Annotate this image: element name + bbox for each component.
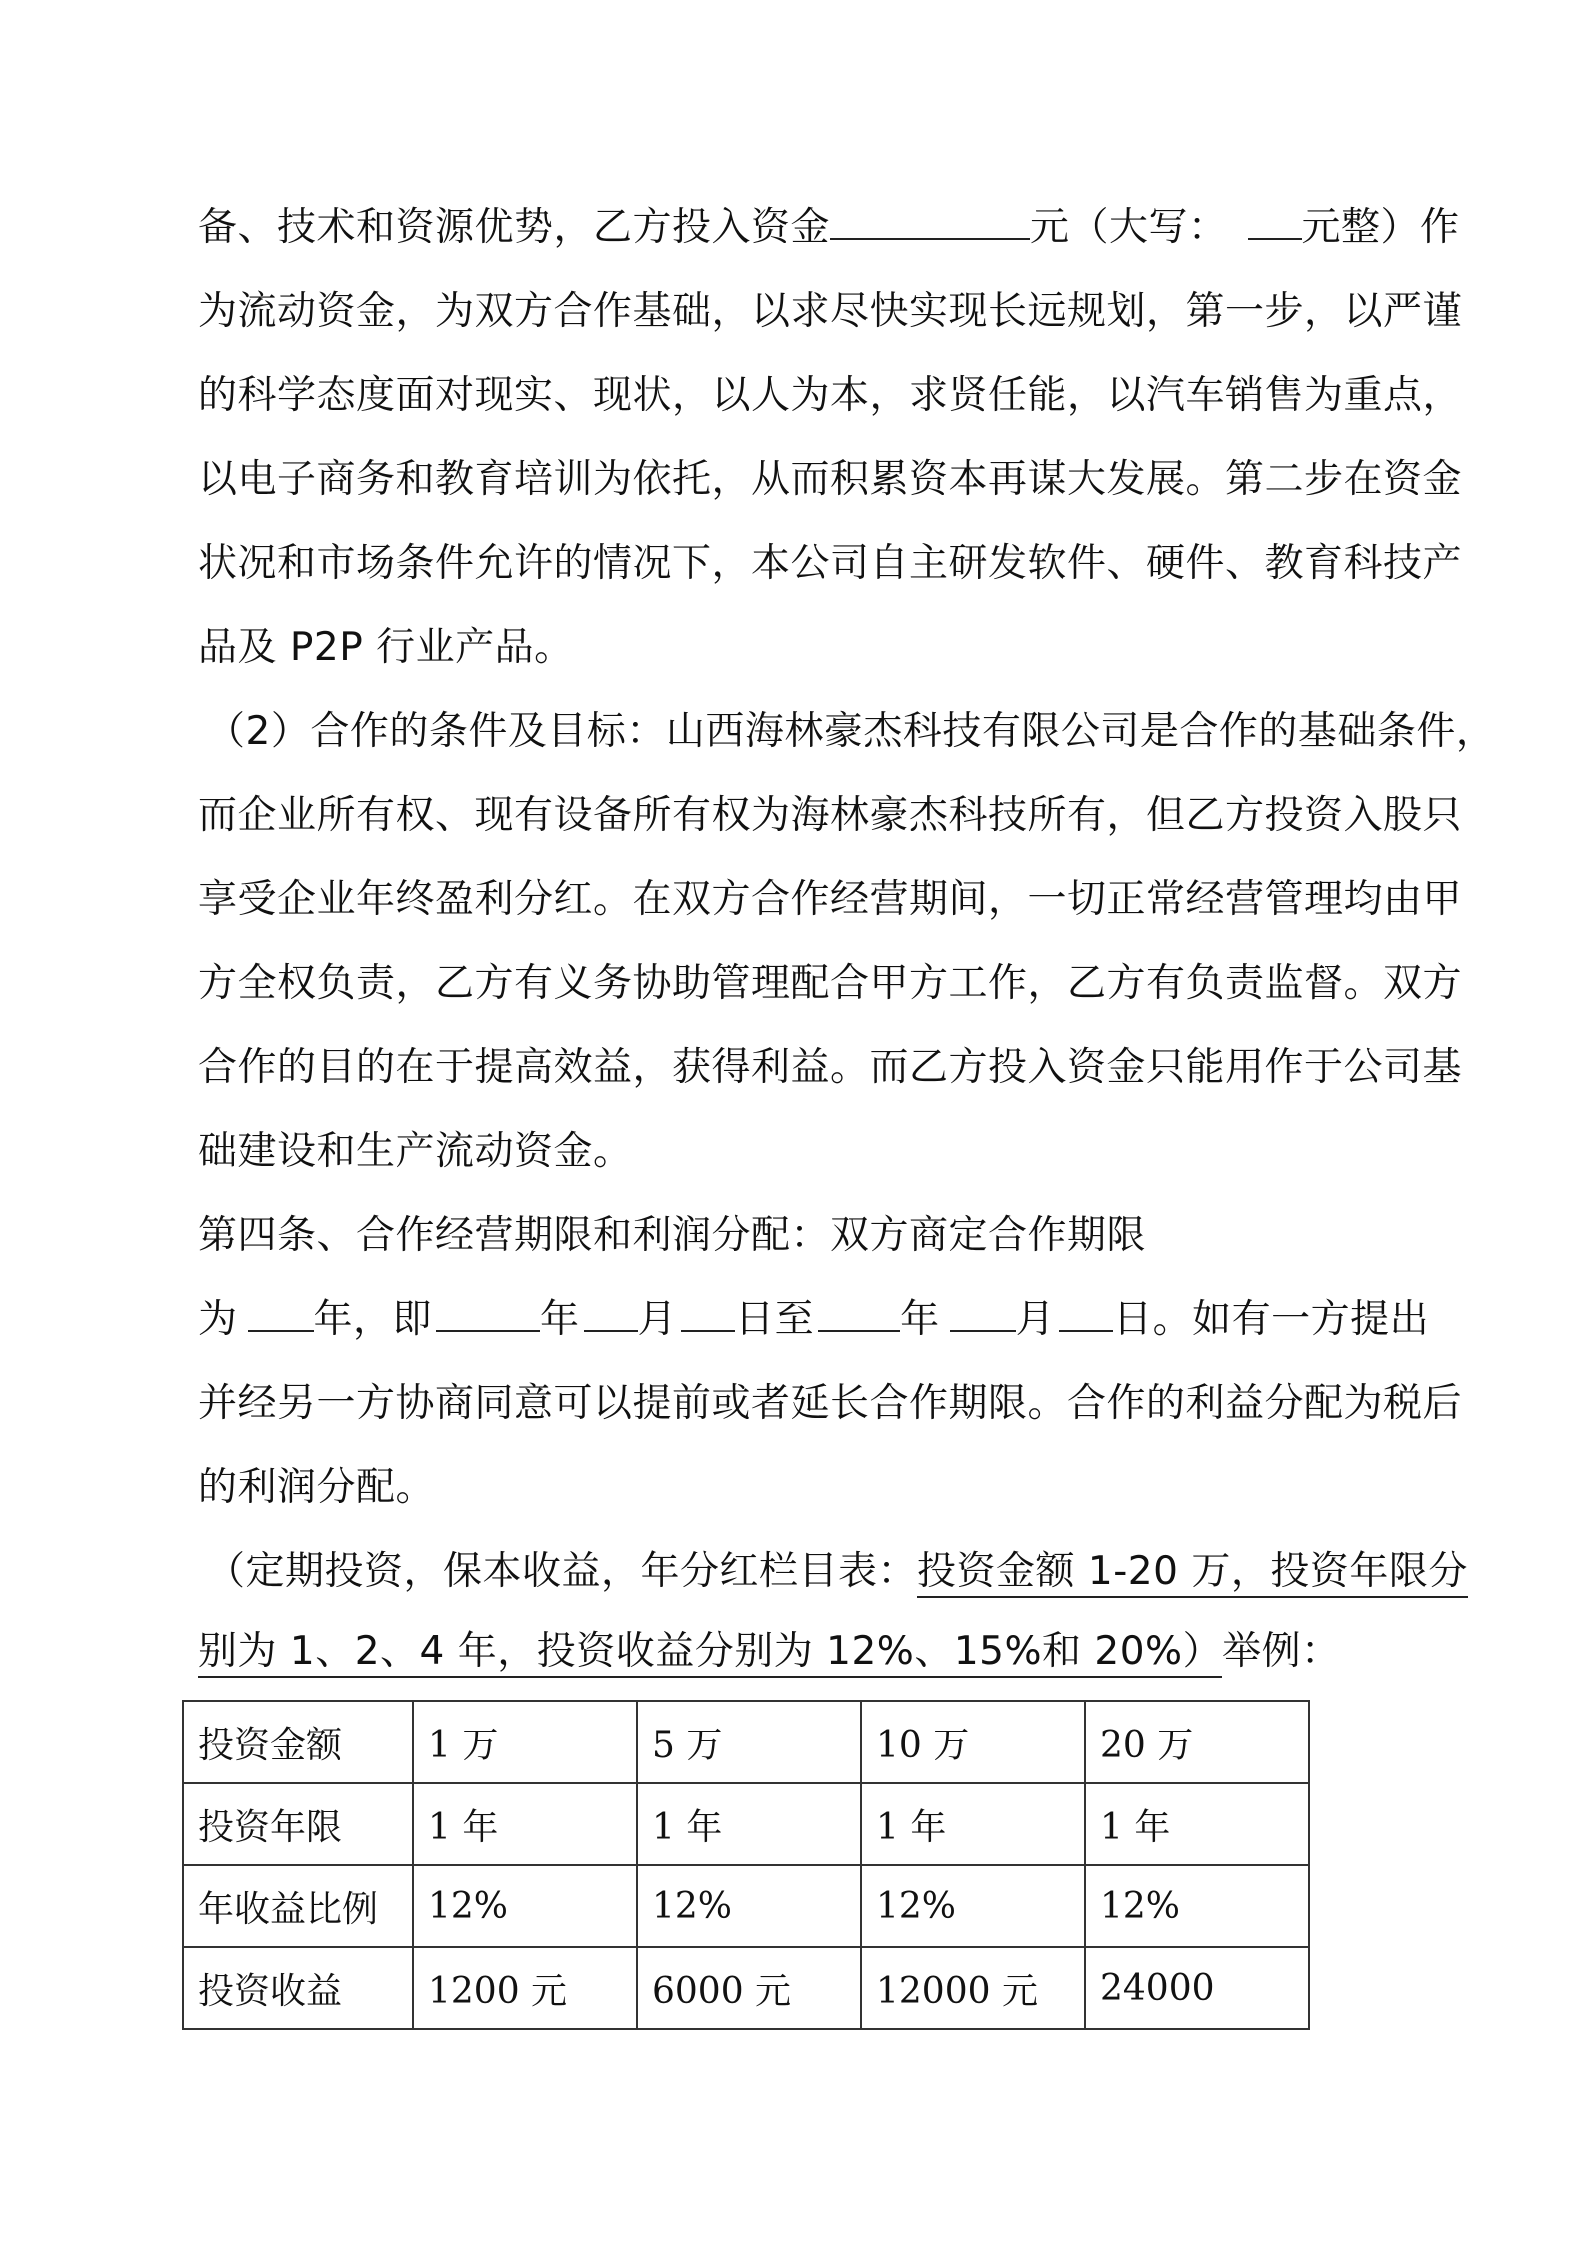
- para1-line1-text-c: 元整）作: [1301, 205, 1460, 250]
- note-underlined-2: 别为 1、2、4 年，投资收益分别为 12%、15%和 20%）: [198, 1629, 1222, 1678]
- table-cell: 12%: [1085, 1865, 1309, 1947]
- para1-line4: 以电子商务和教育培训为依托，从而积累资本再谋大发展。第二步在资金: [198, 457, 1463, 502]
- table-cell: 12%: [637, 1865, 861, 1947]
- start-year-blank: [436, 1294, 540, 1332]
- start-year-label: 年: [540, 1297, 580, 1342]
- para2-line5: 合作的目的在于提高效益，获得利益。而乙方投入资金只能用作于公司基: [198, 1045, 1463, 1090]
- article4-term-line: [198, 1290, 1430, 1350]
- para1-line6: 品及 P2P 行业产品。: [198, 625, 574, 670]
- table-cell: 1 年: [637, 1783, 861, 1865]
- table-cell: 1 年: [861, 1783, 1085, 1865]
- note-line1: [206, 1542, 1468, 1602]
- para2-line4: 方全权负责，乙方有义务协助管理配合甲方工作，乙方有负责监督。双方: [198, 961, 1463, 1006]
- years-blank: [248, 1294, 314, 1332]
- table-row-header: 年收益比例: [183, 1865, 413, 1947]
- table-row-header: 投资收益: [183, 1947, 413, 2029]
- investment-table: [182, 1700, 1310, 2030]
- end-day-label: 日。如有一方提出: [1113, 1297, 1430, 1342]
- table-cell: 12%: [861, 1865, 1085, 1947]
- note-line2: [198, 1622, 1398, 1682]
- table-row-header: 投资金额: [183, 1701, 413, 1783]
- table-row: [183, 1701, 1309, 1783]
- start-month-blank: [584, 1294, 638, 1332]
- amount-blank: [830, 202, 1030, 240]
- end-year-label: 年: [900, 1297, 940, 1342]
- article4-line4: 的利润分配。: [198, 1465, 436, 1510]
- para2-line1: （2）合作的条件及目标：山西海林豪杰科技有限公司是合作的基础条件，: [206, 709, 1496, 754]
- para1-line2: 为流动资金，为双方合作基础，以求尽快实现长远规划，第一步，以严谨: [198, 289, 1463, 334]
- table-cell: 1200 元: [413, 1947, 637, 2029]
- table-cell: 20 万: [1085, 1701, 1309, 1783]
- table-cell: 10 万: [861, 1701, 1085, 1783]
- end-year-blank: [818, 1294, 900, 1332]
- article4-heading: 第四条、合作经营期限和利润分配：双方商定合作期限: [198, 1213, 1147, 1258]
- table-cell: 6000 元: [637, 1947, 861, 2029]
- amount-uppercase-blank: [1248, 202, 1302, 240]
- para1-line1-text-b: 元（大写：: [1030, 205, 1228, 250]
- table-row: [183, 1783, 1309, 1865]
- note-suffix: 举例：: [1222, 1629, 1341, 1674]
- note-underlined-1: 投资金额 1-20 万，投资年限分: [917, 1549, 1468, 1598]
- table-row: [183, 1865, 1309, 1947]
- para2-line6: 础建设和生产流动资金。: [198, 1129, 633, 1174]
- para1-line3: 的科学态度面对现实、现状，以人为本，求贤任能，以汽车销售为重点，: [198, 373, 1463, 418]
- table-row-header: 投资年限: [183, 1783, 413, 1865]
- table-row: [183, 1947, 1309, 2029]
- table-cell: 1 万: [413, 1701, 637, 1783]
- start-month-label: 月: [637, 1297, 678, 1342]
- term-nian: 年，即: [313, 1297, 433, 1342]
- para1-line1-text-a: 备、技术和资源优势，乙方投入资金: [198, 205, 831, 250]
- para1-line5: 状况和市场条件允许的情况下，本公司自主研发软件、硬件、教育科技产: [198, 541, 1463, 586]
- end-day-blank: [1059, 1294, 1113, 1332]
- article4-line3: 并经另一方协商同意可以提前或者延长合作期限。合作的利益分配为税后: [198, 1381, 1463, 1426]
- table-cell: 5 万: [637, 1701, 861, 1783]
- table-cell: 12000 元: [861, 1947, 1085, 2029]
- start-day-blank: [681, 1294, 735, 1332]
- term-wei: 为: [198, 1297, 238, 1342]
- para2-line2: 而企业所有权、现有设备所有权为海林豪杰科技所有，但乙方投资入股只: [198, 793, 1463, 838]
- table-cell: 1 年: [1085, 1783, 1309, 1865]
- para2-line3: 享受企业年终盈利分红。在双方合作经营期间，一切正常经营管理均由甲: [198, 877, 1463, 922]
- table-cell: 24000: [1085, 1947, 1309, 2029]
- end-month-blank: [950, 1294, 1016, 1332]
- table-cell: 12%: [413, 1865, 637, 1947]
- end-month-label: 月: [1015, 1297, 1056, 1342]
- start-day-label: 日至: [735, 1297, 815, 1342]
- table-cell: 1 年: [413, 1783, 637, 1865]
- note-prefix: （定期投资，保本收益，年分红栏目表：: [206, 1549, 918, 1594]
- para1-line1: [198, 198, 1460, 258]
